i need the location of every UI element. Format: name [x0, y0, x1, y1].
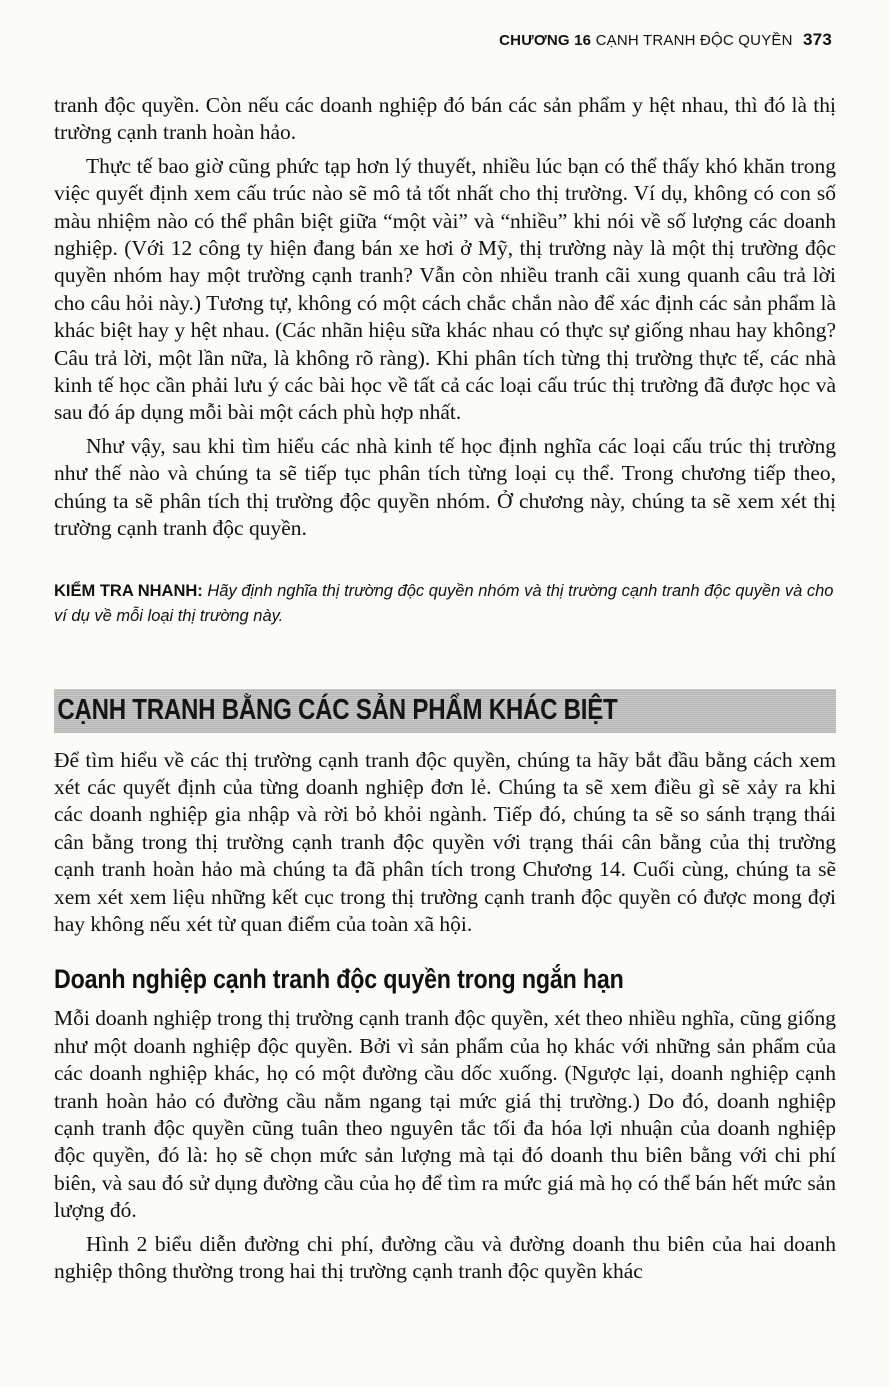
paragraph-1: tranh độc quyền. Còn nếu các doanh nghiệp đó bán các sản phẩm y hệt nhau, thì đó là thị trường cạnh tranh hoàn hảo. — [54, 93, 836, 145]
subsection-heading: Doanh nghiệp cạnh tranh độc quyền trong ngắn hạn — [54, 964, 624, 995]
paragraph-5: Mỗi doanh nghiệp trong thị trường cạnh tranh độc quyền, xét theo nhiều nghĩa, cũng giống như một doanh nghiệp độc quyền. Bởi vì sản phẩm của họ khác với những sản phẩm của các doanh nghiệp khác, họ có một đường cầu dốc xuống. (Ngược lại, doanh nghiệp cạnh tranh hoàn hảo có đường cầu nằm ngang tại mức giá thị trường.) Do đó, doanh nghiệp cạnh tranh độc quyền cũng tuân theo nguyên tắc tối đa hóa lợi nhuận của doanh nghiệp độc quyền, đó là: họ sẽ chọn mức sản lượng mà tại đó doanh thu biên bằng với chi phí biên, và sau đó sử dụng đường cầu của họ để tìm ra mức giá mà họ có thể bán hết mức sản lượng đó. — [54, 1006, 836, 1223]
section-heading: CẠNH TRANH BẰNG CÁC SẢN PHẨM KHÁC BIỆT — [57, 694, 618, 726]
running-head — [499, 30, 832, 50]
quick-quiz — [54, 579, 836, 629]
quick-quiz-text: Hãy định nghĩa thị trường độc quyền nhóm và thị trường cạnh tranh độc quyền và cho ví dụ về mỗi loại thị trường này. — [54, 581, 834, 625]
section-banner — [54, 689, 836, 733]
body-text — [54, 92, 836, 1285]
paragraph-2: Thực tế bao giờ cũng phức tạp hơn lý thuyết, nhiều lúc bạn có thể thấy khó khăn trong việc quyết định xem cấu trúc nào sẽ mô tả tốt nhất cho thị trường. Ví dụ, không có con số màu nhiệm nào có thể phân biệt giữa “một vài” và “nhiều” khi nói về số lượng các doanh nghiệp. (Với 12 công ty hiện đang bán xe hơi ở Mỹ, thị trường này là một thị trường độc quyền nhóm hay một trường cạnh tranh? Vẫn còn nhiều tranh cãi xung quanh câu trả lời cho câu hỏi này.) Tương tự, không có một cách chắc chắn nào để xác định các sản phẩm là khác biệt hay y hệt nhau. (Các nhãn hiệu sữa khác nhau có thực sự giống nhau hay không? Câu trả lời, một lần nữa, là không rõ ràng). Khi phân tích từng thị trường thực tế, các nhà kinh tế học cần phải lưu ý các bài học về tất cả các loại cấu trúc thị trường đã được học và sau đó áp dụng mỗi bài một cách phù hợp nhất. — [54, 153, 836, 425]
paragraph-3: Như vậy, sau khi tìm hiểu các nhà kinh tế học định nghĩa các loại cấu trúc thị trường như thế nào và chúng ta sẽ tiếp tục phân tích từng loại cụ thể. Trong chương tiếp theo, chúng ta sẽ phân tích thị trường độc quyền nhóm. Ở chương này, chúng ta sẽ xem xét thị trường cạnh tranh độc quyền. — [54, 433, 836, 541]
paragraph-6: Hình 2 biểu diễn đường chi phí, đường cầu và đường doanh thu biên của hai doanh nghiệp thông thường trong hai thị trường cạnh tranh độc quyền khác — [54, 1231, 836, 1283]
chapter-label: CHƯƠNG 16 — [499, 32, 592, 49]
quick-quiz-label: KIỂM TRA NHANH: — [54, 581, 203, 600]
page-number: 373 — [803, 30, 832, 49]
chapter-title: CẠNH TRANH ĐỘC QUYỀN — [595, 32, 793, 49]
paragraph-4: Để tìm hiểu về các thị trường cạnh tranh độc quyền, chúng ta hãy bắt đầu bằng cách xem xét các quyết định của từng doanh nghiệp đơn lẻ. Chúng ta sẽ xem điều gì sẽ xảy ra khi các doanh nghiệp gia nhập và rời bỏ khỏi ngành. Tiếp đó, chúng ta sẽ so sánh trạng thái cân bằng trong thị trường cạnh tranh độc quyền với trạng thái cân bằng của thị trường cạnh tranh hoàn hảo mà chúng ta đã phân tích trong Chương 14. Cuối cùng, chúng ta sẽ xem xét xem liệu những kết cục trong thị trường cạnh tranh độc quyền có được mong đợi hay không nếu xét từ quan điểm của toàn xã hội. — [54, 747, 836, 936]
